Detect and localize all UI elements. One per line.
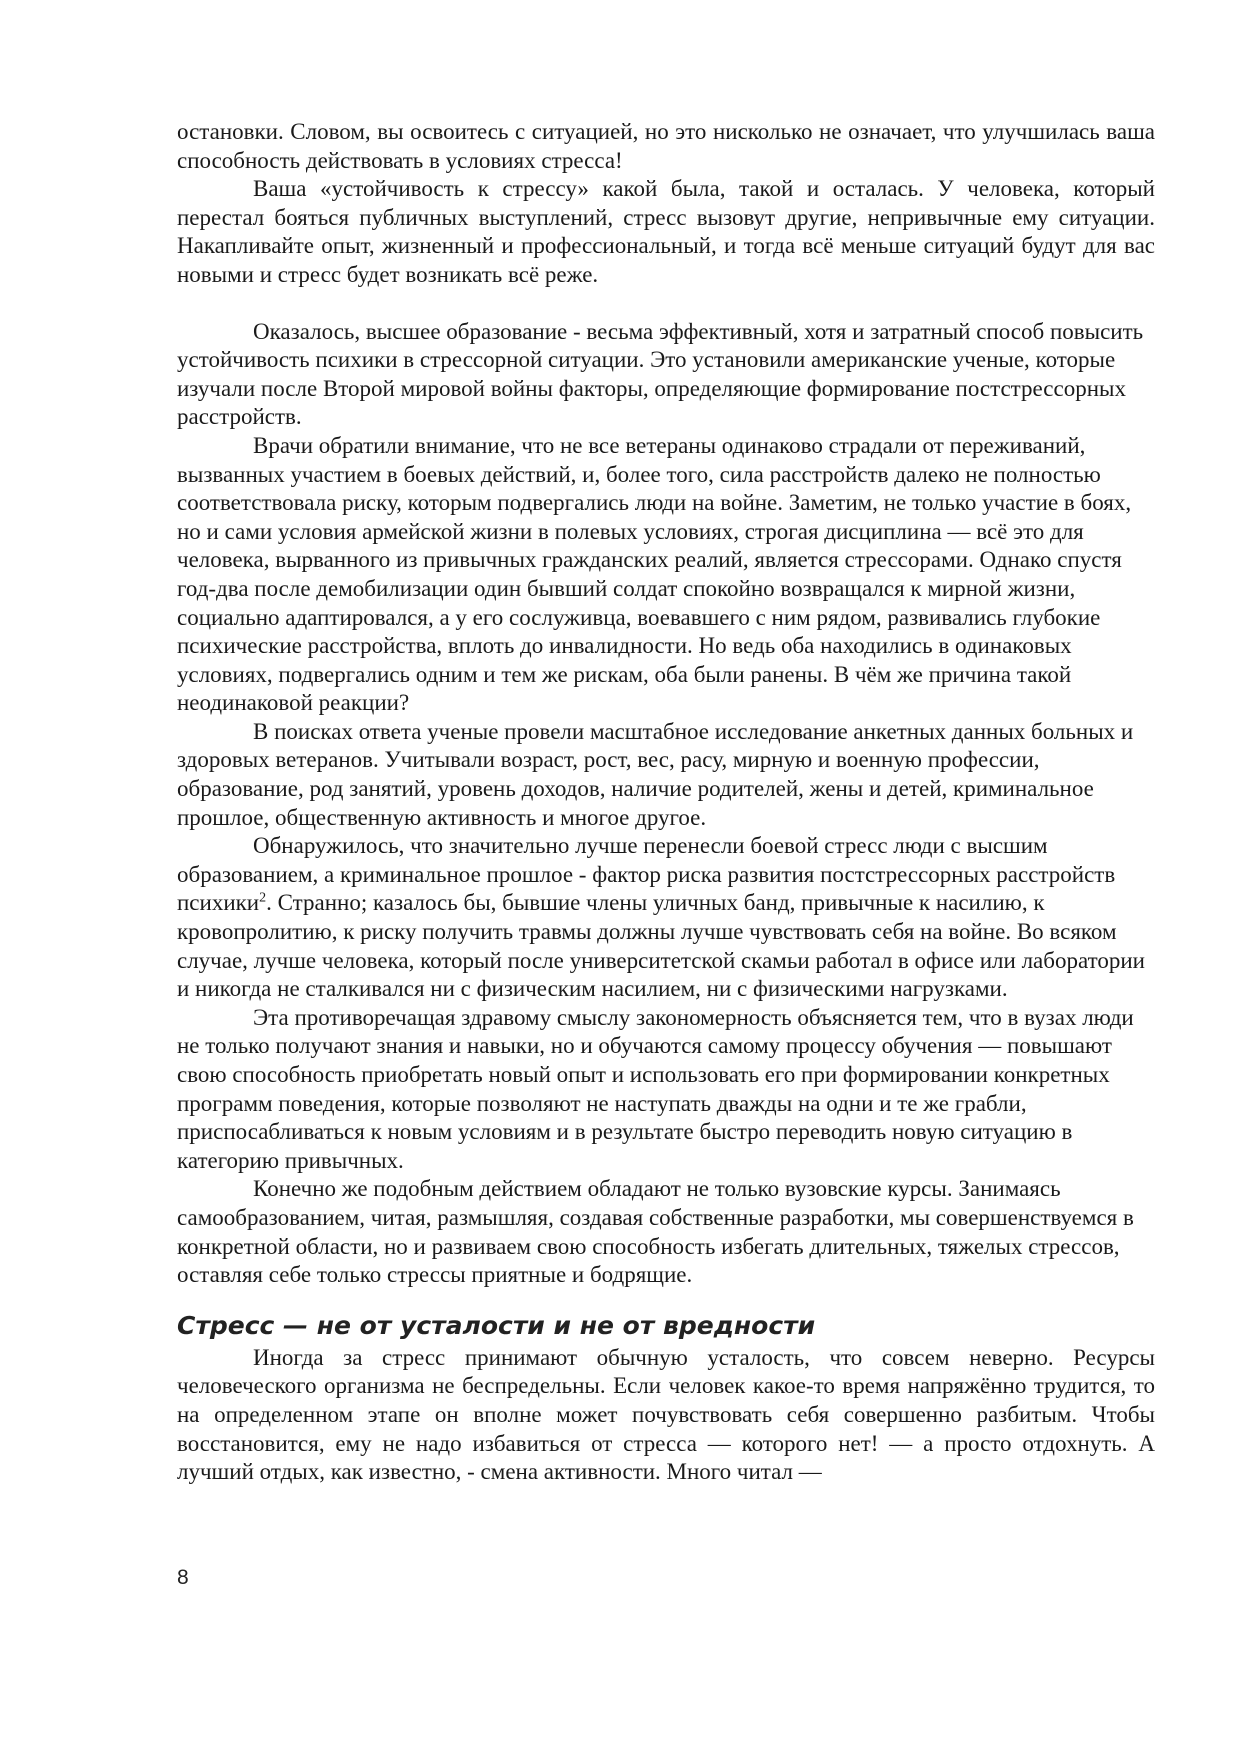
- paragraph-veterans: Врачи обратили внимание, что не все ветераны одинаково страдали от переживаний, вызванных участием в боевых действий, и, более того, сила расстройств далеко не полностью соответствовала риску, которым подвергались люди на войне. Заметим, не только участие в боях, но и сами условия армейской жизни в полевых условиях, строгая дисциплина — всё это для человека, вырванного из привычных гражданских реалий, является стрессорами. Однако спустя год-два после демобилизации один бывший солдат спокойно возвращался к мирной жизни, социально адаптировался, а у его сослуживца, воевавшего с ним рядом, развивались глубокие психические расстройства, вплоть до инвалидности. Но ведь оба находились в одинаковых условиях, подвергались одним и тем же рискам, оба были ранены. В чём же причина такой неодинаковой реакции?: [177, 432, 1132, 716]
- footnote-mark: 2: [259, 890, 267, 906]
- page-number: 8: [177, 1566, 189, 1589]
- paragraph-continuation: остановки. Словом, вы освоитесь с ситуацией, но это нисколько не означает, что улучшилась ваша способность действовать в условиях стресса!: [177, 119, 1155, 173]
- page-content: [177, 118, 1155, 1487]
- paragraph-survey: В поисках ответа ученые провели масштабное исследование анкетных данных больных и здоровых ветеранов. Учитывали возраст, рост, вес, расу, мирную и военную профессии, образование, род занятий, уровень доходов, наличие родителей, жены и детей, криминальное прошлое, общественную активность и многое другое.: [177, 718, 1134, 830]
- findings-text-before: Обнаружилось, что значительно лучше перенесли боевой стресс люди с высшим образованием, а криминальное прошлое - фактор риска развития постстрессорных расстройств психики: [177, 833, 1116, 916]
- paragraph-stress-resistance: Ваша «устойчивость к стрессу» какой была, такой и осталась. У человека, который перестал бояться публичных выступлений, стресс вызовут другие, непривычные ему ситуации. Накапливайте опыт, жизненный и профессиональный, и тогда всё меньше ситуаций будут для вас новыми и стресс будет возникать всё реже.: [177, 176, 1155, 287]
- findings-text-after: . Странно; казалось бы, бывшие члены уличных банд, привычные к насилию, к кровопролитию, к риску получить травмы должны лучше чувствовать себя на войне. Во всяком случае, лучше человека, который после университетской скамьи работал в офисе или лаборатории и никогда не сталкивался ни с физическим насилием, ни с физическими нагрузками.: [177, 890, 1145, 1002]
- paragraph-higher-education: Оказалось, высшее образование - весьма эффективный, хотя и затратный способ повысить устойчивость психики в стрессорной ситуации. Это установили американские ученые, которые изучали после Второй мировой войны факторы, определяющие формирование постстрессорных расстройств.: [177, 318, 1144, 430]
- paragraph-findings: [177, 832, 1155, 1004]
- paragraph-fatigue: Иногда за стресс принимают обычную усталость, что совсем неверно. Ресурсы человеческого организма не беспредельны. Если человек какое-то время напряжённо трудится, то на определенном этапе он вполне может почувствовать себя совершенно разбитым. Чтобы восстановится, ему не надо избавиться от стресса — которого нет! — а просто отдохнуть. А лучший отдых, как известно, - смена активности. Много читал —: [177, 1344, 1155, 1485]
- paragraph-self-education: Конечно же подобным действием обладают не только вузовские курсы. Занимаясь самообразованием, читая, размышляя, создавая собственные разработки, мы совершенствуемся в конкретной области, но и развиваем свою способность избегать длительных, тяжелых стрессов, оставляя себе только стрессы приятные и бодрящие.: [177, 1176, 1134, 1288]
- paragraph-explanation: Эта противоречащая здравому смыслу закономерность объясняется тем, что в вузах люди не только получают знания и навыки, но и обучаются самому процессу обучения — повышают свою способность приобретать новый опыт и использовать его при формировании конкретных программ поведения, которые позволяют не наступать дважды на одни и те же грабли, приспосабливаться к новым условиям и в результате быстро переводить новую ситуацию в категорию привычных.: [177, 1004, 1134, 1173]
- section-heading: Стресс — не от усталости и не от вредности: [177, 1310, 816, 1340]
